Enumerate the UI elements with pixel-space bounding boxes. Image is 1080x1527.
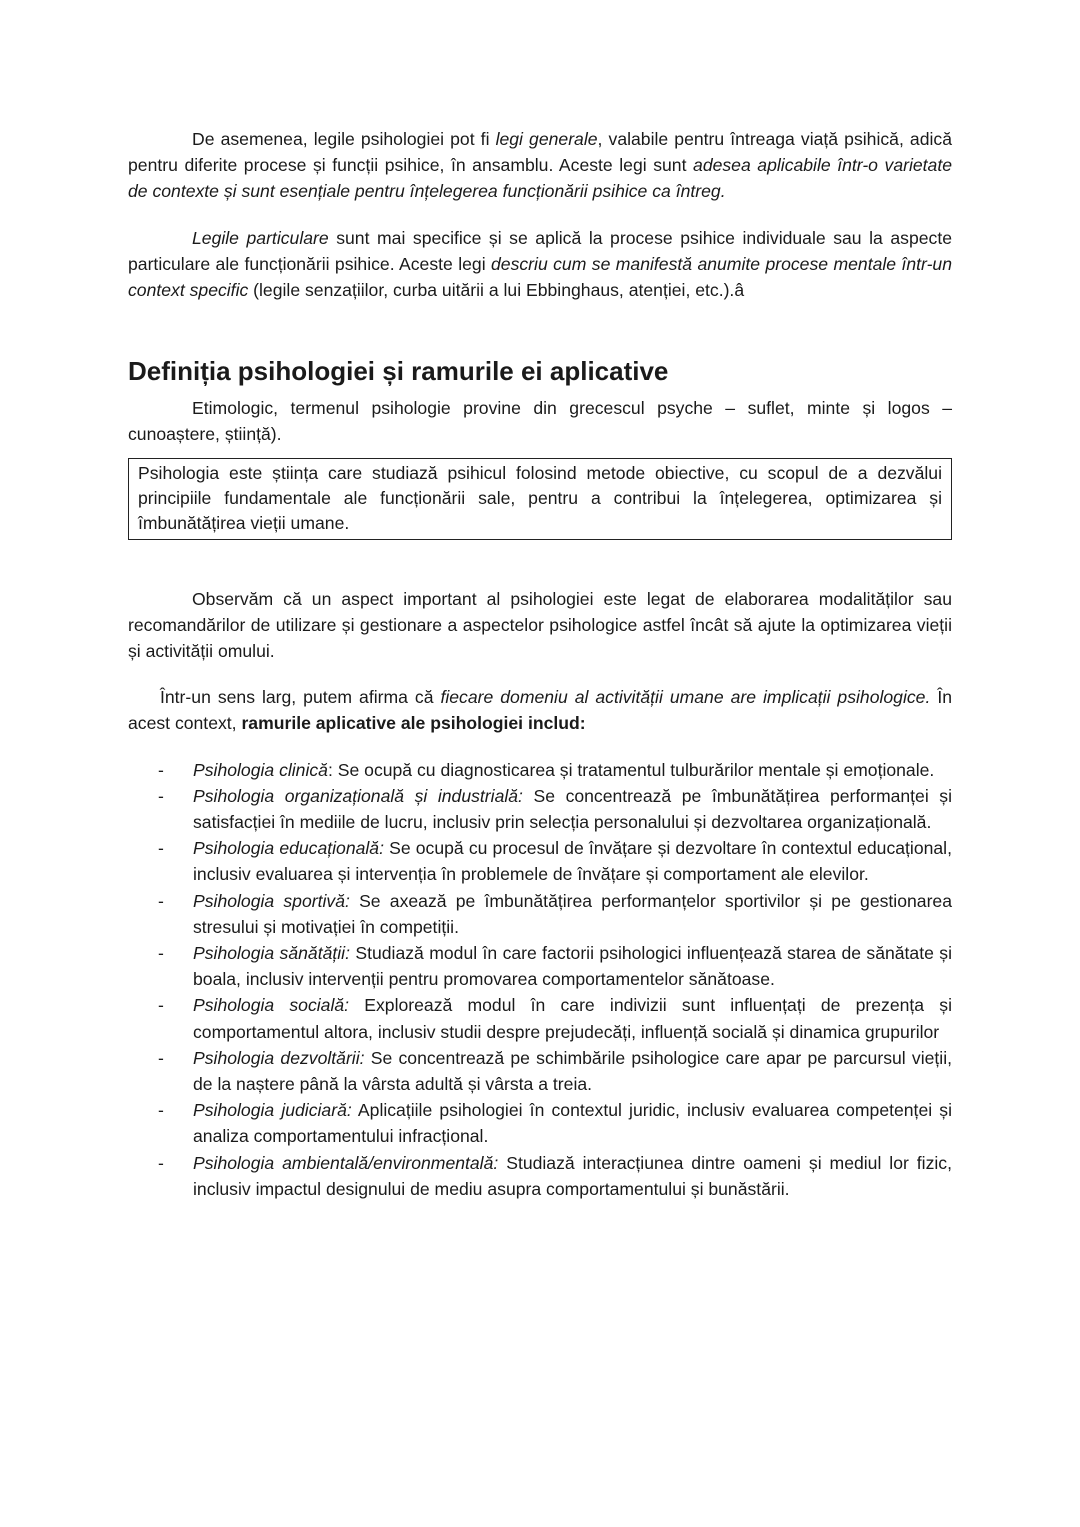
bullet-dash: - [158,1047,164,1068]
paragraph-particular-laws [128,225,952,304]
bullet-dash: - [158,759,164,780]
branch-description: Se ocupă cu procesul de învățare și dezvoltare în contextul educațional, inclusiv evaluarea și intervenția în problemele de învățare și comportament ale elevilor. [193,838,952,885]
branch-description: Aplicațiile psihologiei în contextul juridic, inclusiv evaluarea competenței și analiza comportamentului infracțional. [193,1100,952,1147]
document-page [128,126,952,1202]
branch-separator: : [327,759,333,780]
paragraph-broad-sense [128,684,952,736]
branch-description: Se axează pe îmbunătățirea performanțelor sportivilor și pe gestionarea stresului și motivației în competiții. [193,890,952,937]
emphasis-particular-laws: Legile particulare [192,227,329,248]
branch-list-item [128,940,952,992]
spacer [128,664,952,684]
spacer [128,387,952,395]
branch-description: Studiază modul în care factorii psihologici influențează starea de sănătate și boala, inclusiv intervenții pentru promovarea comportamentelor sănătoase. [193,943,952,990]
branch-list-item [128,992,952,1044]
branch-name: Psihologia clinică [193,759,328,780]
branch-description: Se concentrează pe îmbunătățirea performanței și satisfacției în mediile de lucru, inclusiv prin selecția personalului și dezvoltarea organizațională. [193,785,953,833]
section-heading: Definiția psihologiei și ramurile ei aplicative [128,356,669,387]
bullet-dash: - [158,1100,164,1121]
bold-run: ramurile aplicative ale psihologiei includ: [241,713,586,734]
emphasis-run: adesea aplicabile într-o varietate de contexte și sunt esențiale pentru înțelegerea funcționării psihice ca întreg. [128,155,953,202]
branch-description: Se ocupă cu diagnosticarea și tratamentul tulburărilor mentale și emoționale. [332,759,935,780]
branch-list-item [128,888,952,940]
bullet-dash: - [158,943,164,964]
spacer [128,205,952,225]
paragraph-observation: Observăm că un aspect important al psihologiei este legat de elaborarea modalităților sau recomandărilor de utilizare și gestionare a aspectelor psihologice astfel încât să ajute la optimizarea vieții și activității omului. [128,588,952,662]
branch-list-item [128,1045,952,1097]
text-run: În acest context, [128,687,953,734]
branch-list-item [128,783,952,835]
bullet-dash: - [158,1152,164,1173]
branch-list-item [128,1097,952,1149]
text-run: (legile senzațiilor, curba uitării a lui Ebbinghaus, atenției, etc.).â [248,280,745,301]
branch-name: Psihologia judiciară: [193,1100,352,1121]
branch-name: Psihologia sportivă: [193,890,350,911]
definition-box [128,458,952,540]
emphasis-run: descriu cum se manifestă anumite procese mentale într-un context specific [128,253,952,301]
branch-name: Psihologia dezvoltării: [193,1047,365,1068]
text-run: sunt mai specifice și se aplică la procese psihice individuale sau la aspecte particulare ale funcționării psihice. Aceste legi [128,227,952,274]
branch-description: Se concentrează pe schimbările psihologice care apar pe parcursul vieții, de la naștere până la vârsta adultă și vârsta a treia. [193,1047,952,1095]
bullet-dash: - [158,785,164,806]
paragraph-general-laws [128,126,952,205]
bullet-dash: - [158,995,164,1016]
branch-name: Psihologia organizațională și industrială: [193,785,523,806]
text-run: , valabile pentru întreaga viață psihică, adică pentru diferite procese și funcții psihice, în ansamblu. Aceste legi sunt [128,129,952,176]
text-run: Într-un sens larg, putem afirma că [160,687,441,708]
branch-name: Psihologia socială: [193,995,350,1016]
branch-description: Studiază interacțiunea dintre oameni și mediul lor fizic, inclusiv impactul designului de mediu asupra comportamentului și bunăstării. [193,1152,952,1199]
spacer [128,540,952,586]
emphasis-general-laws: legi generale [495,129,598,149]
branch-name: Psihologia sănătății: [193,943,350,964]
text-run: De asemenea, legile psihologiei pot fi [192,129,496,149]
paragraph-etymology: Etimologic, termenul psihologie provine din grecescul psyche – suflet, minte și logos – cunoaștere, știință). [128,398,952,445]
branch-list-item [128,757,952,783]
branch-list-item [128,1150,952,1202]
branch-description: Explorează modul în care indivizii sunt influențați de prezența și comportamentul altora, inclusiv studii despre prejudecăți, influență socială și dinamica grupurilor [193,995,952,1042]
definition-text: Psihologia este știința care studiază psihicul folosind metode obiective, cu scopul de a dezvălui principiile fundamentale ale funcționării sale, pentru a contribui la înțelegerea, optimizarea și îmbunătățirea vieții umane. [138,462,942,533]
branch-name: Psihologia educațională: [193,838,384,859]
spacer [128,737,952,757]
spacer [128,303,952,355]
bullet-dash: - [158,838,164,859]
branch-name: Psihologia ambientală/environmentală: [193,1152,499,1173]
branch-list-item [128,835,952,887]
emphasis-run: fiecare domeniu al activității umane are implicații psihologice. [440,687,931,708]
bullet-dash: - [158,890,164,911]
branches-list [128,757,952,1202]
